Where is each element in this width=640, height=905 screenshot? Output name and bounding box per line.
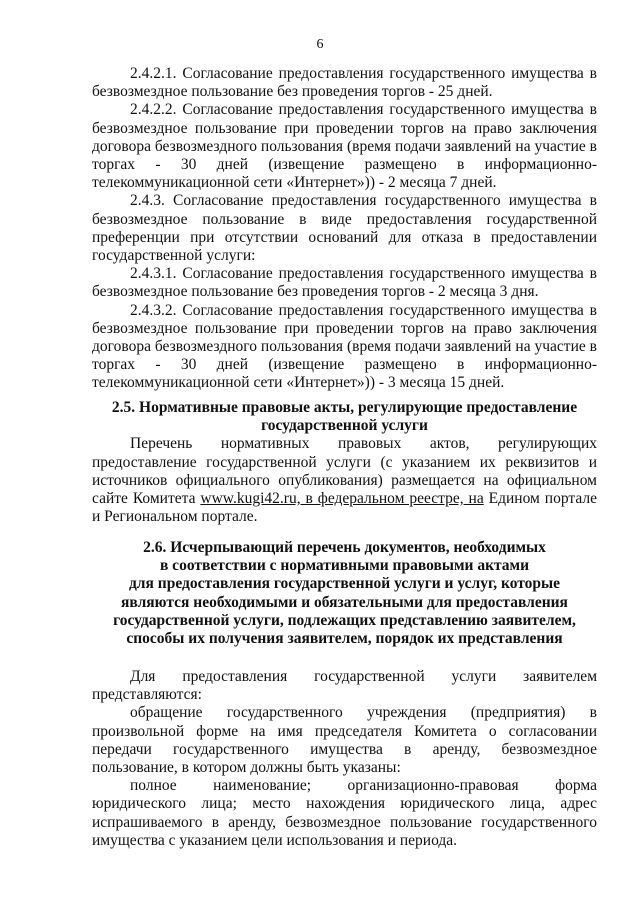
section-2-6-heading-line3: для предоставления государственной услуги и услуг, которые bbox=[128, 575, 561, 593]
section-2-5-heading-line1: 2.5. Нормативные правовые акты, регулирующие предоставление bbox=[111, 399, 578, 416]
paragraph-2-4-2-2: 2.4.2.2. Согласование предоставления государственного имущества в безвозмездное пользование при проведении торгов на право заключения договора безвозмездного пользования (время подачи заявлений на участие в торгах - 30 дней (извещение размещено в информационно-телекоммуникационной сети «Интернет»)) - 2 месяца 7 дней. bbox=[92, 101, 597, 192]
section-2-6-heading-line5: государственной услуги, подлежащих представлению заявителем, bbox=[113, 611, 576, 629]
paragraph-2-4-3-1: 2.4.3.1. Согласование предоставления государственного имущества в безвозмездное пользование без проведения торгов - 2 месяца 3 дня. bbox=[92, 265, 597, 301]
section-2-6-heading-line1: 2.6. Исчерпывающий перечень документов, необходимых bbox=[143, 539, 546, 556]
section-2-6-heading-line4: являются необходимыми и обязательными для предоставления bbox=[121, 593, 568, 611]
kugi42-website-link[interactable]: www.kugi42.ru, в федеральном реестре, на bbox=[200, 490, 484, 508]
section-2-6-body bbox=[92, 668, 597, 850]
section-2-6-heading-line6: способы их получения заявителем, порядок их представления bbox=[126, 630, 563, 648]
section-2-5-text-after-link: Едином портале и Региональном портале. bbox=[92, 490, 597, 526]
section-2-5-paragraph bbox=[92, 435, 597, 526]
section-2-6-paragraph-2: обращение государственного учреждения (предприятия) в произвольной форме на имя председателя Комитета о согласовании передачи государственного имущества в аренду, безвозмездное пользование, в котором должны быть указаны: bbox=[92, 704, 597, 777]
paragraph-2-4-3-2: 2.4.3.2. Согласование предоставления государственного имущества в безвозмездное пользование при проведении торгов на право заключения договора безвозмездного пользования (время подачи заявлений на участие в торгах - 30 дней (извещение размещено в информационно-телекоммуникационной сети «Интернет»)) - 3 месяца 15 дней. bbox=[92, 301, 597, 392]
section-2-5-text-before-link: Перечень нормативных правовых актов, регулирующих предоставление государственной услуги (с указанием их реквизитов и источников официального опубликования) размещается на официальном сайте Комитета bbox=[92, 435, 597, 508]
page-number: 6 bbox=[316, 37, 324, 52]
section-2-5 bbox=[92, 399, 597, 526]
section-2-5-heading-line2: государственной услуги bbox=[261, 417, 428, 435]
paragraph-2-4-3: 2.4.3. Согласование предоставления государственного имущества в безвозмездное пользование в виде предоставления государственной преференции при отсутствии оснований для отказа в предоставлении государственной услуги: bbox=[92, 192, 597, 265]
section-2-6-paragraph-1: Для предоставления государственной услуги заявителем представляются: bbox=[92, 668, 597, 704]
section-2-4-terms bbox=[92, 65, 597, 393]
paragraph-2-4-2-1: 2.4.2.1. Согласование предоставления государственного имущества в безвозмездное пользование без проведения торгов - 25 дней. bbox=[92, 65, 597, 101]
section-2-6-heading-line2: в соответствии с нормативными правовыми актами bbox=[159, 557, 530, 575]
section-2-6-heading bbox=[92, 539, 597, 648]
section-2-6-paragraph-3: полное наименование; организационно-правовая форма юридического лица; место нахождения юридического лица, адрес испрашиваемого в аренду, безвозмездное пользование государственного имущества с указанием цели использования и периода. bbox=[92, 777, 597, 849]
